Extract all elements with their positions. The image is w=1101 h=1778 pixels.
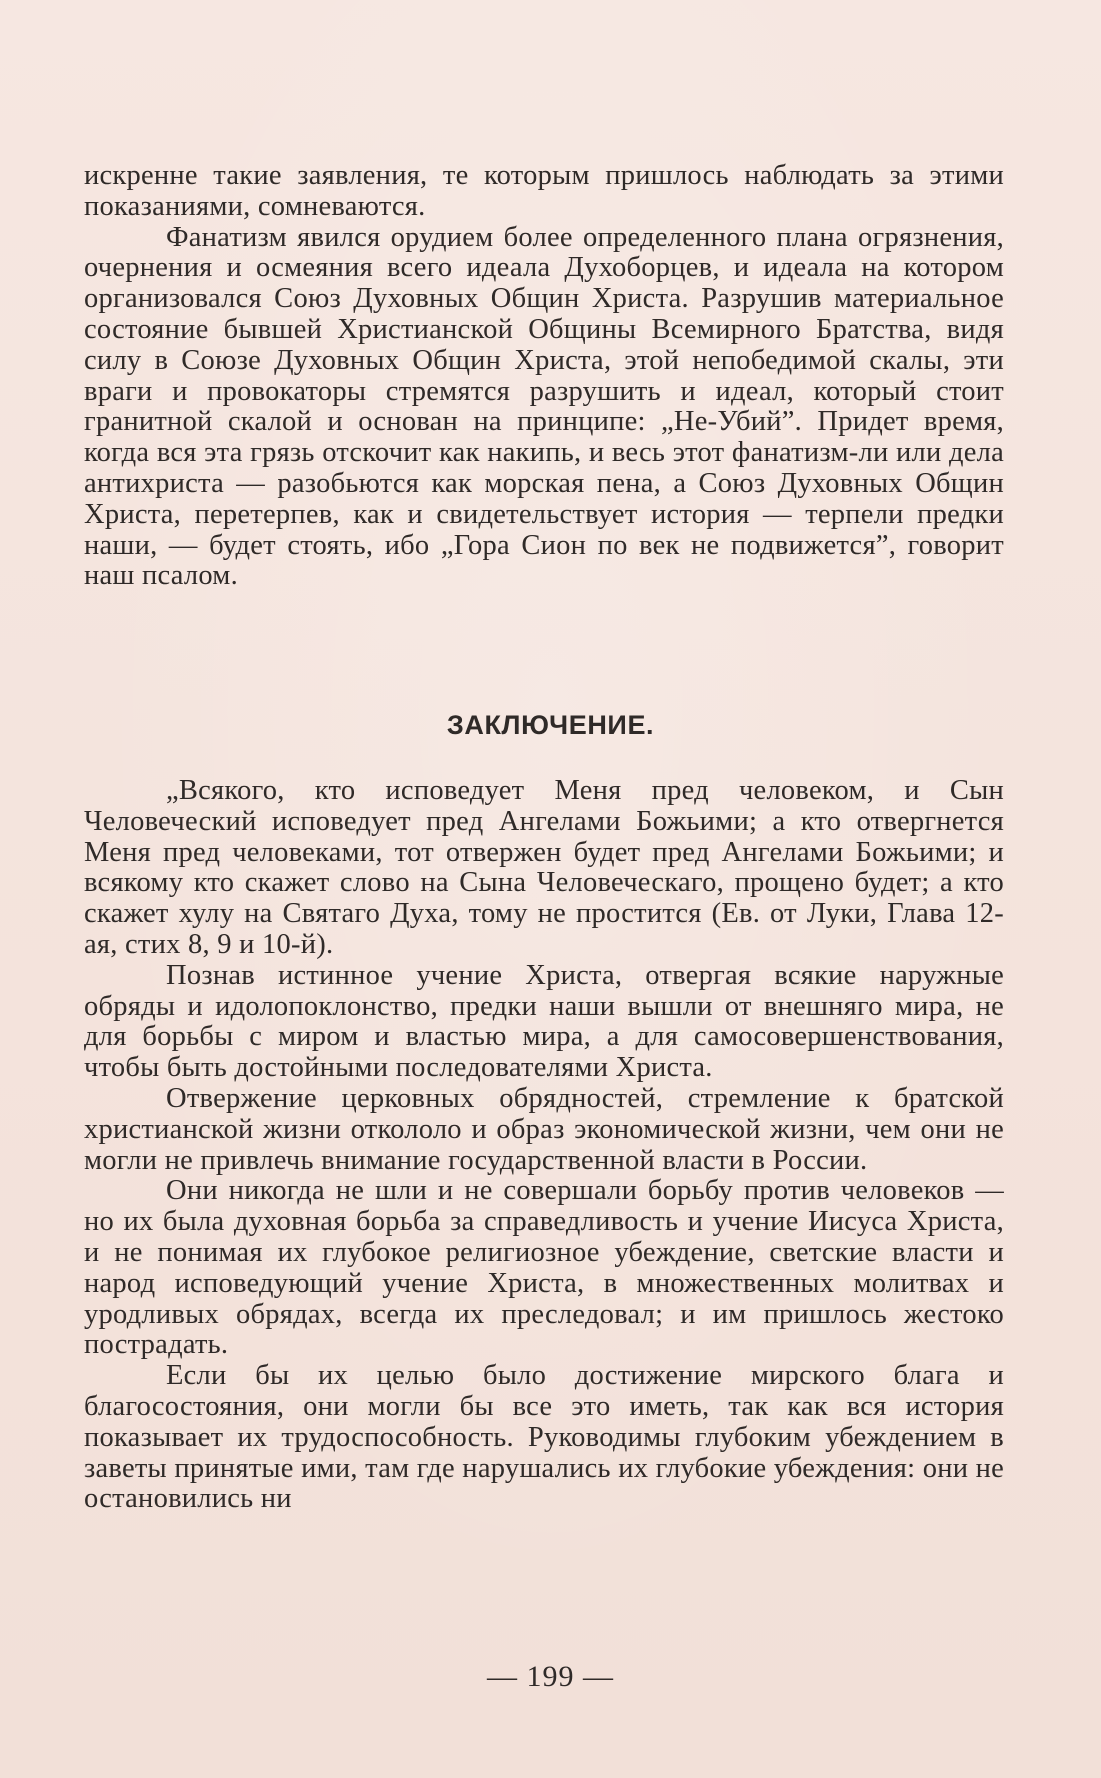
- goal-paragraph: Если бы их целью было достижение мирского блага и благосостояния, они могли бы все это иметь, так как вся история показывает их трудоспособность. Руководимы глубоким убеждением в заветы принятые ими, там где нарушались их глубокие убеждения: они не остановились ни: [84, 1360, 1004, 1515]
- text-block-conclusion: [84, 776, 1004, 1515]
- page-number: — 199 —: [487, 1660, 614, 1693]
- section-heading: ЗАКЛЮЧЕНИЕ.: [446, 710, 655, 740]
- teaching-paragraph: Познав истинное учение Христа, отвергая всякие наружные обряды и идолопоклонство, предки наши вышли от внешняго мира, не для борьбы с миром и властью мира, а для самосовершенствования, чтобы быть достойными последователями Христа.: [84, 959, 1004, 1084]
- rejection-paragraph: Отвержение церковных обрядностей, стремление к братской христианской жизни откололо и образ экономической жизни, чем они не могли не привлечь внимание государственной власти в России.: [84, 1082, 1004, 1176]
- intro-paragraph: искренне такие заявления, те которым пришлось наблюдать за этими показаниями, сомневаются.: [84, 160, 1004, 222]
- struggle-paragraph: Они никогда не шли и не совершали борьбу против человеков — но их была духовная борьба за справедливость и учение Иисуса Христа, и не понимая их глубокое религиозное убеждение, светские власти и народ исповедующий учение Христа, в множественных молитвах и уродливых обрядах, всегда их преследовал; и им пришлось жестоко пострадать.: [84, 1175, 1004, 1361]
- quote-paragraph: „Всякого, кто исповедует Меня пред человеком, и Сын Человеческий исповедует пред Ангелами Божьими; а кто отвергнется Меня пред человеками, тот отвержен будет пред Ангелами Божьими; и всякому кто скажет слово на Сына Человеческаго, прощено будет; а кто скажет хулу на Святаго Духа, тому не простится (Ев. от Луки, Глава 12-ая, стих 8, 9 и 10-й).: [84, 775, 1004, 960]
- text-block-top: [84, 161, 1004, 592]
- fanaticism-paragraph: Фанатизм явился орудием более определенного плана огрязнения, очернения и осмеяния всего идеала Духоборцев, и идеала на котором организовался Союз Духовных Общин Христа. Разрушив материальное состояние бывшей Христианской Общины Всемирного Братства, видя силу в Союзе Духовных Общин Христа, этой непобедимой скалы, эти враги и провокаторы стремятся разрушить и идеал, который стоит гранитной скалой и основан на принципе: „Не-Убий”. Придет время, когда вся эта грязь отскочит как накипь, и весь этот фанатизм-ли или дела антихриста — разобьются как морская пена, а Союз Духовных Общин Христа, перетерпев, как и свидетельствует история — терпели предки наши, — будет стоять, ибо „Гора Сион по век не подвижется”, говорит наш псалом.: [84, 221, 1004, 592]
